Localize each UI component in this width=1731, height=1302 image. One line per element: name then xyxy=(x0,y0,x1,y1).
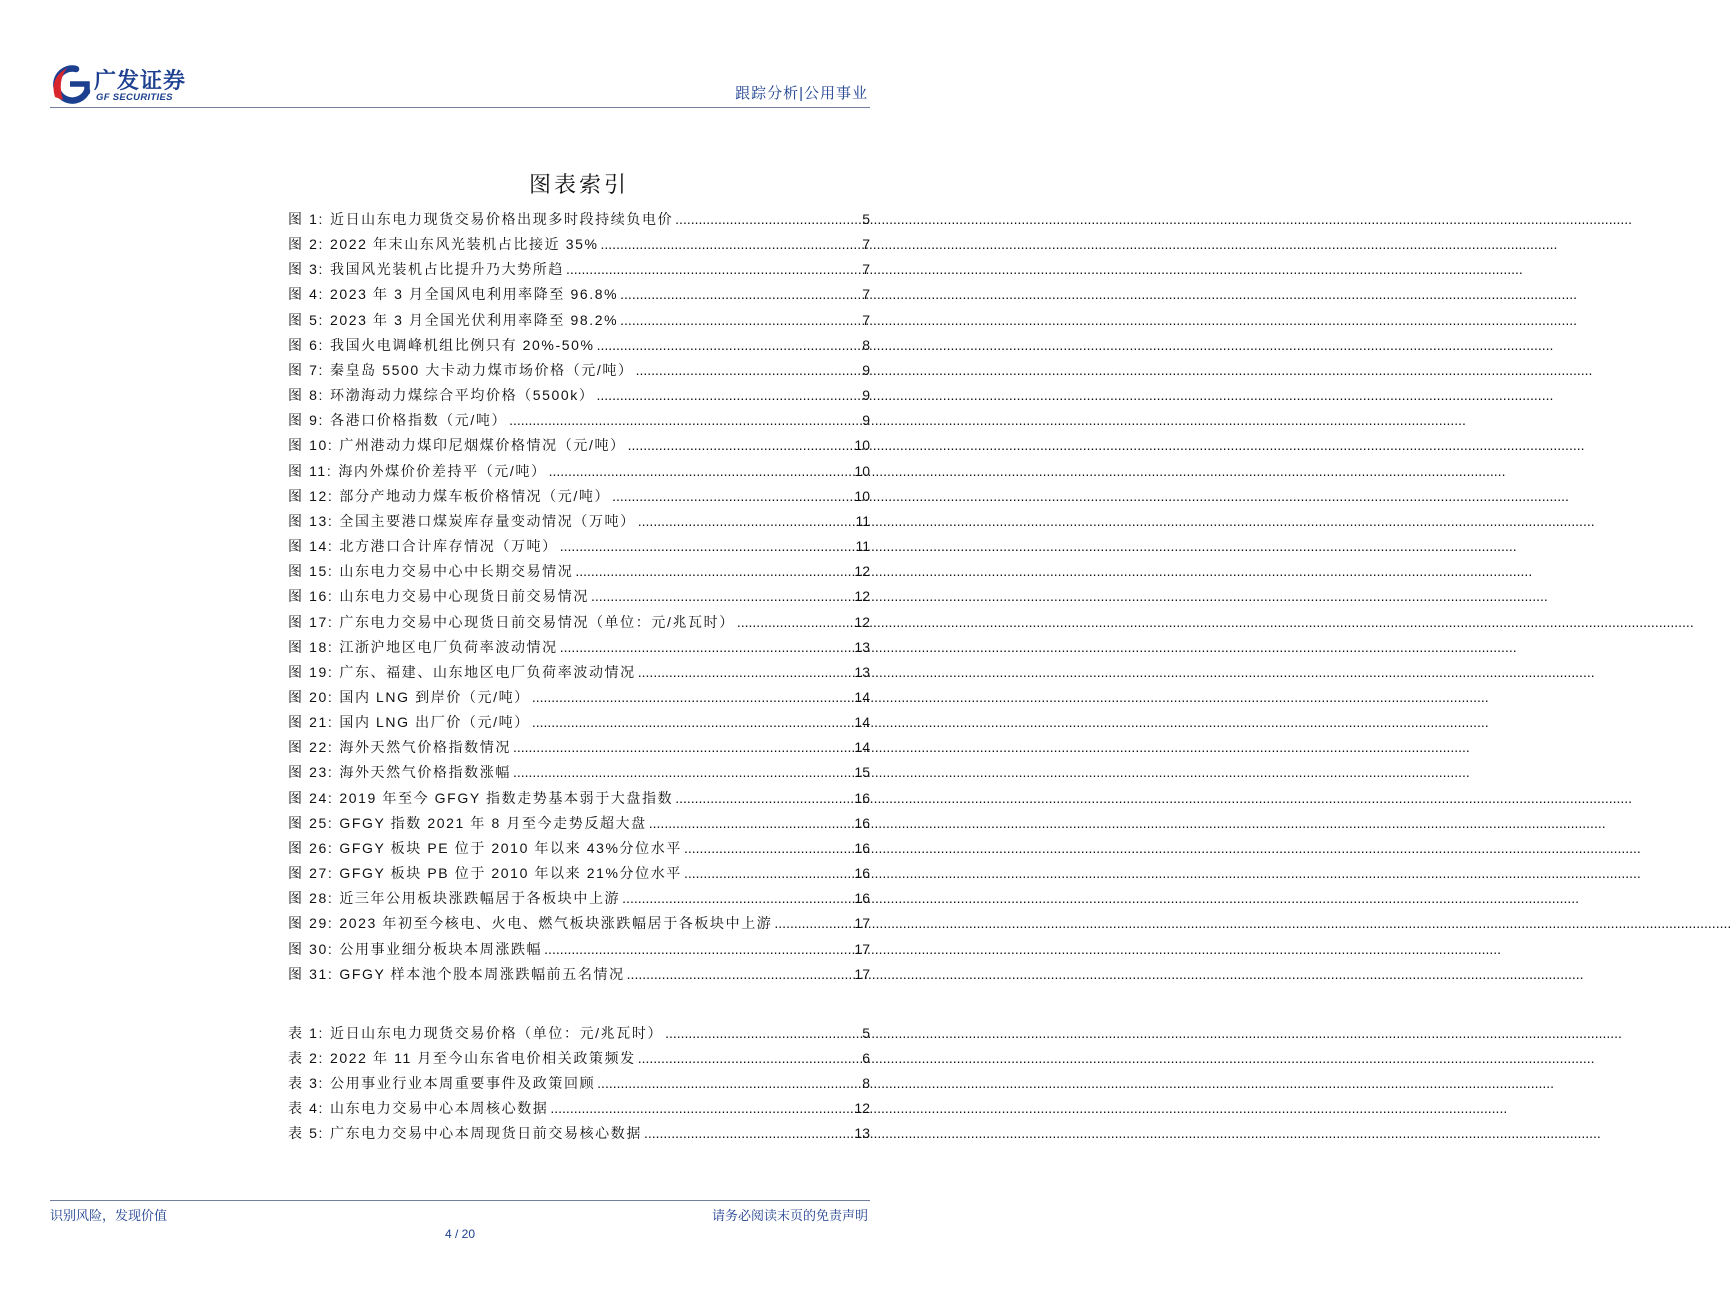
entry-title: GFGY 板块 PB 位于 2010 年以来 21%分位水平 xyxy=(339,865,682,882)
table-index-entry[interactable] xyxy=(288,1021,870,1046)
entry-title: 2023 年初至今核电、火电、燃气板块涨跌幅居于各板块中上游 xyxy=(339,915,773,932)
dot-leader xyxy=(591,584,853,609)
entry-page-number: 12 xyxy=(854,588,870,605)
entry-label: 图 23: xyxy=(288,764,334,781)
entry-label: 图 15: xyxy=(288,563,334,580)
entry-title: 山东电力交易中心中长期交易情况 xyxy=(339,563,574,580)
dot-leader xyxy=(684,836,853,861)
entry-label: 图 25: xyxy=(288,814,334,831)
entry-label: 图 31: xyxy=(288,965,334,982)
entry-page-number: 10 xyxy=(854,462,870,479)
entry-title: 广东电力交易中心本周现货日前交易核心数据 xyxy=(329,1125,642,1141)
entry-page-number: 13 xyxy=(854,1125,870,1141)
entry-page-number: 14 xyxy=(854,688,870,705)
figure-index-entry[interactable] xyxy=(288,207,870,232)
entry-title: 秦皇岛 5500 大卡动力煤市场价格（元/吨） xyxy=(329,361,634,378)
entry-label: 图 3: xyxy=(288,261,324,278)
entry-title: 我国火电调峰机组比例只有 20%-50% xyxy=(329,336,595,353)
figure-index-entry[interactable] xyxy=(288,358,870,383)
dot-leader xyxy=(549,459,854,484)
dot-leader xyxy=(597,333,862,358)
entry-label: 表 4: xyxy=(288,1100,324,1116)
dot-leader xyxy=(513,735,853,760)
entry-title: 环渤海动力煤综合平均价格（5500k） xyxy=(329,387,595,404)
entry-page-number: 12 xyxy=(854,1100,870,1116)
table-index-entry[interactable] xyxy=(288,1046,870,1071)
gf-securities-logo-icon xyxy=(50,64,92,104)
dot-leader xyxy=(532,685,854,710)
dot-leader xyxy=(550,1096,853,1121)
entry-title: 广东、福建、山东地区电厂负荷率波动情况 xyxy=(339,663,636,680)
entry-page-number: 14 xyxy=(854,739,870,756)
figure-index-entry[interactable] xyxy=(288,282,870,307)
dot-leader xyxy=(597,383,862,408)
entry-page-number: 16 xyxy=(854,814,870,831)
entry-page-number: 7 xyxy=(862,261,870,278)
page-number: 4 / 20 xyxy=(444,1227,476,1241)
logo-mark-svg xyxy=(50,64,92,104)
dot-leader xyxy=(560,635,854,660)
entry-label: 图 21: xyxy=(288,714,334,731)
dot-leader xyxy=(620,282,861,307)
entry-page-number: 8 xyxy=(862,1075,870,1091)
entry-page-number: 13 xyxy=(854,663,870,680)
page-title: 图表索引 xyxy=(528,173,629,198)
entry-label: 图 6: xyxy=(288,336,324,353)
figure-index-entry[interactable] xyxy=(288,660,870,685)
entry-page-number: 16 xyxy=(854,865,870,882)
entry-title: 广东电力交易中心现货日前交易情况（单位：元/兆瓦时） xyxy=(339,613,735,630)
entry-title: 近三年公用板块涨跌幅居于各板块中上游 xyxy=(339,890,621,907)
entry-title: 我国风光装机占比提升乃大势所趋 xyxy=(329,261,564,278)
entry-page-number: 11 xyxy=(855,538,870,555)
entry-title: 公用事业行业本周重要事件及政策回顾 xyxy=(329,1075,596,1091)
entry-label: 图 2: xyxy=(288,236,324,253)
dot-leader xyxy=(620,308,861,333)
entry-page-number: 17 xyxy=(854,940,870,957)
entry-label: 图 18: xyxy=(288,638,334,655)
entry-page-number: 9 xyxy=(862,412,870,429)
figure-index-entry[interactable] xyxy=(288,937,870,962)
entry-page-number: 11 xyxy=(855,512,870,529)
figure-index-entry[interactable] xyxy=(288,861,870,886)
entry-page-number: 13 xyxy=(854,638,870,655)
figure-index-entry[interactable] xyxy=(288,962,870,987)
logo-blue-bar xyxy=(70,84,87,94)
figure-index-entry[interactable] xyxy=(288,735,870,760)
dot-leader xyxy=(675,786,853,811)
entry-page-number: 10 xyxy=(854,437,870,454)
entry-label: 图 5: xyxy=(288,311,324,328)
entry-label: 图 7: xyxy=(288,361,324,378)
entry-title: 各港口价格指数（元/吨） xyxy=(329,412,508,429)
entry-label: 表 1: xyxy=(288,1025,324,1041)
figure-index-entry[interactable] xyxy=(288,760,870,785)
entry-title: 2022 年末山东风光装机占比接近 35% xyxy=(329,236,599,253)
dot-leader xyxy=(638,1046,861,1071)
figure-index-list xyxy=(288,207,870,987)
footer-divider xyxy=(50,1200,870,1201)
entry-page-number: 16 xyxy=(854,839,870,856)
entry-page-number: 9 xyxy=(862,361,870,378)
figure-index-entry[interactable] xyxy=(288,584,870,609)
figure-index-entry[interactable] xyxy=(288,433,870,458)
figure-index-entry[interactable] xyxy=(288,257,870,282)
entry-label: 图 24: xyxy=(288,789,334,806)
entry-title: 山东电力交易中心现货日前交易情况 xyxy=(339,588,589,605)
dot-leader xyxy=(737,610,854,635)
figure-index-entry[interactable] xyxy=(288,886,870,911)
figure-index-entry[interactable] xyxy=(288,484,870,509)
dot-leader xyxy=(544,937,853,962)
entry-title: 山东电力交易中心本周核心数据 xyxy=(329,1100,549,1116)
entry-page-number: 16 xyxy=(854,789,870,806)
dot-leader xyxy=(622,886,853,911)
entry-title: 国内 LNG 出厂价（元/吨） xyxy=(339,714,530,731)
entry-page-number: 8 xyxy=(862,336,870,353)
figure-index-entry[interactable] xyxy=(288,333,870,358)
entry-page-number: 5 xyxy=(862,211,870,227)
entry-label: 图 19: xyxy=(288,663,334,680)
entry-title: 海内外煤价价差持平（元/吨） xyxy=(338,462,547,479)
entry-label: 图 1: xyxy=(288,211,324,227)
figure-index-entry[interactable] xyxy=(288,685,870,710)
table-index-entry[interactable] xyxy=(288,1096,870,1121)
figure-index-entry[interactable] xyxy=(288,459,870,484)
dot-leader xyxy=(575,559,853,584)
entry-label: 图 20: xyxy=(288,688,334,705)
entry-title: 2019 年至今 GFGY 指数走势基本弱于大盘指数 xyxy=(339,789,674,806)
entry-page-number: 16 xyxy=(854,890,870,907)
entry-label: 图 11: xyxy=(288,462,333,479)
entry-title: 全国主要港口煤炭库存量变动情况（万吨） xyxy=(339,512,636,529)
logo-brand-name-en: GF SECURITIES xyxy=(96,92,173,103)
figure-index-entry[interactable] xyxy=(288,635,870,660)
entry-page-number: 14 xyxy=(854,714,870,731)
figure-index-entry[interactable] xyxy=(288,786,870,811)
entry-title: 近日山东电力现货交易价格（单位：元/兆瓦时） xyxy=(329,1025,664,1041)
header-divider xyxy=(50,107,870,108)
entry-title: 广州港动力煤印尼烟煤价格情况（元/吨） xyxy=(339,437,626,454)
dot-leader xyxy=(774,911,853,936)
table-index-entry[interactable] xyxy=(288,1121,870,1146)
entry-label: 图 22: xyxy=(288,739,334,756)
entry-page-number: 12 xyxy=(854,563,870,580)
dot-leader xyxy=(627,962,854,987)
dot-leader xyxy=(649,811,854,836)
dot-leader xyxy=(566,257,861,282)
dot-leader xyxy=(628,433,854,458)
dot-leader xyxy=(597,1071,861,1096)
entry-title: 江浙沪地区电厂负荷率波动情况 xyxy=(339,638,558,655)
figure-index-entry[interactable] xyxy=(288,710,870,735)
entry-title: 北方港口合计库存情况（万吨） xyxy=(339,538,558,555)
entry-label: 图 12: xyxy=(288,487,334,504)
figure-index-entry[interactable] xyxy=(288,408,870,433)
entry-title: 部分产地动力煤车板价格情况（元/吨） xyxy=(339,487,611,504)
entry-title: 2023 年 3 月全国风电利用率降至 96.8% xyxy=(329,286,619,303)
dot-leader xyxy=(636,358,862,383)
footer-disclaimer-notice: 请务必阅读末页的免责声明 xyxy=(711,1208,868,1223)
entry-page-number: 15 xyxy=(854,764,870,781)
entry-title: 国内 LNG 到岸价（元/吨） xyxy=(339,688,530,705)
dot-leader xyxy=(560,534,855,559)
logo-brand-name-cn: 广发证券 xyxy=(94,68,187,93)
figure-index-entry[interactable] xyxy=(288,559,870,584)
figure-index-entry[interactable] xyxy=(288,534,870,559)
entry-label: 图 4: xyxy=(288,286,324,303)
footer-slogan: 识别风险，发现价值 xyxy=(50,1208,168,1223)
entry-title: 海外天然气价格指数情况 xyxy=(339,739,511,756)
dot-leader xyxy=(532,710,854,735)
entry-page-number: 5 xyxy=(862,1025,870,1041)
entry-page-number: 6 xyxy=(862,1050,870,1066)
entry-label: 表 5: xyxy=(288,1125,324,1141)
figure-index-entry[interactable] xyxy=(288,308,870,333)
dot-leader xyxy=(513,760,853,785)
entry-title: GFGY 指数 2021 年 8 月至今走势反超大盘 xyxy=(339,814,647,831)
figure-index-entry[interactable] xyxy=(288,509,870,534)
entry-label: 图 17: xyxy=(288,613,334,630)
entry-label: 图 26: xyxy=(288,839,334,856)
entry-title: 2022 年 11 月至今山东省电价相关政策频发 xyxy=(329,1050,636,1066)
entry-page-number: 17 xyxy=(854,965,870,982)
entry-label: 表 2: xyxy=(288,1050,324,1066)
entry-page-number: 9 xyxy=(862,387,870,404)
entry-label: 图 30: xyxy=(288,940,334,957)
entry-label: 图 27: xyxy=(288,865,334,882)
entry-label: 图 28: xyxy=(288,890,334,907)
table-index-entry[interactable] xyxy=(288,1071,870,1096)
figure-index-entry[interactable] xyxy=(288,836,870,861)
dot-leader xyxy=(684,861,853,886)
dot-leader xyxy=(612,484,853,509)
entry-title: 近日山东电力现货交易价格出现多时段持续负电价 xyxy=(329,211,674,227)
entry-title: 2023 年 3 月全国光伏利用率降至 98.2% xyxy=(329,311,619,328)
entry-title: GFGY 板块 PE 位于 2010 年以来 43%分位水平 xyxy=(339,839,682,856)
entry-title: 海外天然气价格指数涨幅 xyxy=(339,764,511,781)
figure-index-entry[interactable] xyxy=(288,811,870,836)
dot-leader xyxy=(665,1021,861,1046)
entry-label: 图 14: xyxy=(288,538,334,555)
entry-label: 图 13: xyxy=(288,512,334,529)
dot-leader xyxy=(638,660,854,685)
dot-leader xyxy=(644,1121,853,1146)
entry-label: 图 9: xyxy=(288,412,324,429)
entry-page-number: 7 xyxy=(862,236,870,253)
table-index-list xyxy=(288,1021,870,1146)
dot-leader xyxy=(638,509,855,534)
figure-index-entry[interactable] xyxy=(288,610,870,635)
entry-page-number: 10 xyxy=(854,487,870,504)
entry-label: 表 3: xyxy=(288,1075,324,1091)
dot-leader xyxy=(675,207,861,232)
entry-title: GFGY 样本池个股本周涨跌幅前五名情况 xyxy=(339,965,625,982)
figure-index-entry[interactable] xyxy=(288,911,870,936)
entry-label: 图 16: xyxy=(288,588,334,605)
dot-leader xyxy=(509,408,861,433)
entry-label: 图 29: xyxy=(288,915,334,932)
entry-page-number: 7 xyxy=(862,311,870,328)
entry-page-number: 7 xyxy=(862,286,870,303)
entry-page-number: 17 xyxy=(854,915,870,932)
entry-title: 公用事业细分板块本周涨跌幅 xyxy=(339,940,543,957)
dot-leader xyxy=(601,232,862,257)
report-category-label: 跟踪分析|公用事业 xyxy=(735,85,868,102)
entry-label: 图 10: xyxy=(288,437,334,454)
figure-index-entry[interactable] xyxy=(288,383,870,408)
figure-index-entry[interactable] xyxy=(288,232,870,257)
entry-page-number: 12 xyxy=(854,613,870,630)
entry-label: 图 8: xyxy=(288,387,324,404)
